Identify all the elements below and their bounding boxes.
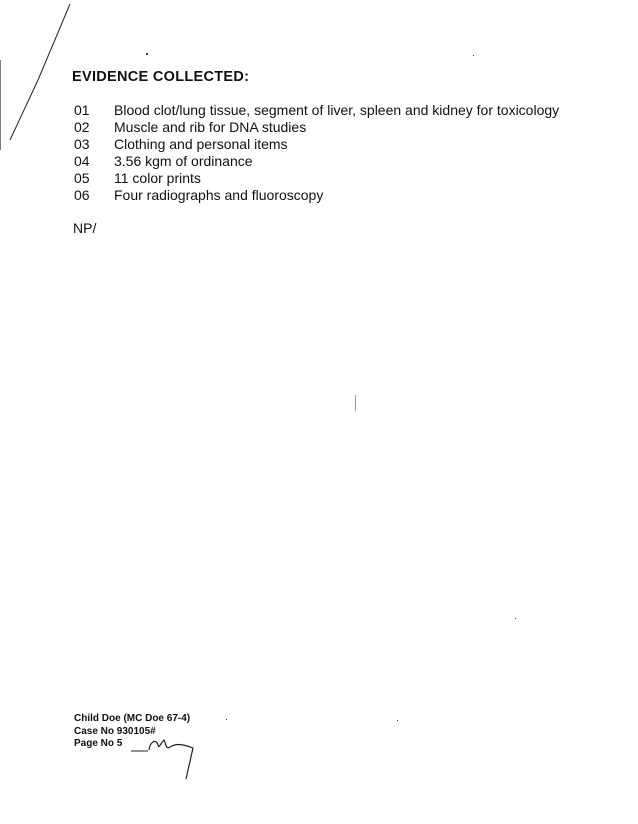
item-number: 05	[74, 170, 90, 186]
item-description: Clothing and personal items	[114, 136, 288, 152]
item-description: Four radiographs and fluoroscopy	[114, 187, 324, 203]
item-description: Blood clot/lung tissue, segment of liver, spleen and kidney for toxicology	[114, 102, 560, 118]
item-number: 02	[74, 119, 90, 135]
author-initials: NP/	[73, 220, 97, 236]
footer-page-number: Page No 5	[74, 738, 123, 749]
item-number: 01	[74, 102, 90, 118]
scan-speck	[146, 53, 148, 55]
section-heading: EVIDENCE COLLECTED:	[72, 69, 250, 85]
footer-case-name: Child Doe (MC Doe 67-4)	[74, 713, 191, 724]
item-description: 11 color prints	[114, 170, 201, 186]
scan-speck	[355, 395, 356, 411]
item-description: 3.56 kgm of ordinance	[114, 153, 253, 169]
item-number: 03	[74, 136, 90, 152]
scan-speck	[473, 55, 474, 56]
scan-speck	[515, 618, 516, 619]
item-number: 04	[74, 153, 90, 169]
item-description: Muscle and rib for DNA studies	[114, 119, 307, 135]
footer-case-number: Case No 930105#	[74, 725, 156, 737]
item-number: 06	[74, 187, 90, 203]
scan-speck	[226, 719, 227, 720]
scan-speck	[397, 720, 398, 721]
